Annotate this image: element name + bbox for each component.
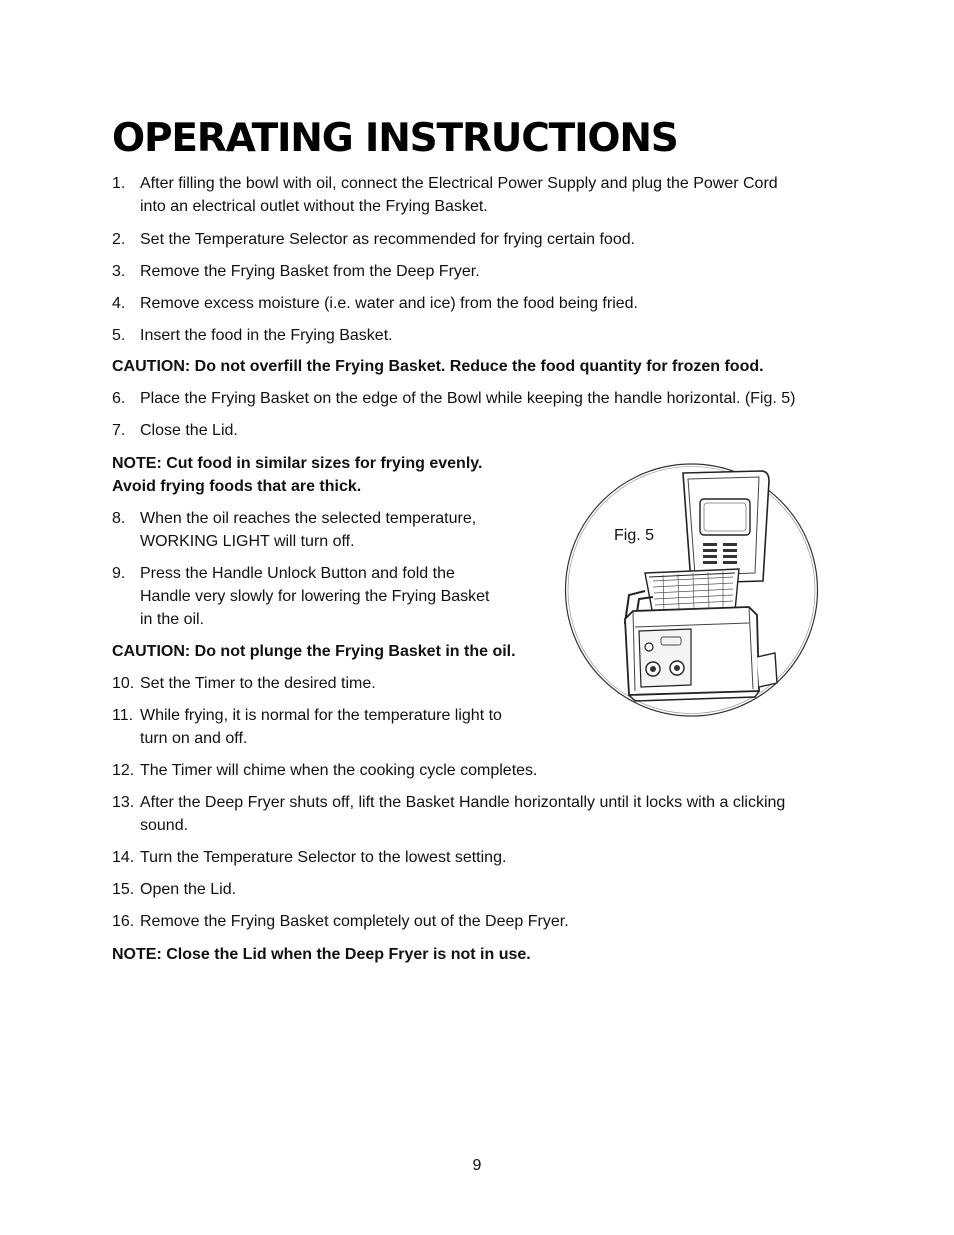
step-text: Open the Lid. xyxy=(140,881,237,898)
list-item xyxy=(112,562,489,631)
list-item xyxy=(112,910,785,933)
figure-label: Fig. 5 xyxy=(614,527,655,544)
step-number: 6. xyxy=(112,390,126,407)
note-line: Avoid frying foods that are thick. xyxy=(112,478,362,495)
step-number: 15. xyxy=(112,881,135,898)
step-text: in the oil. xyxy=(140,611,205,628)
note-line: NOTE: Cut food in similar sizes for frying evenly. xyxy=(112,455,483,472)
note-cut-food xyxy=(112,452,482,498)
step-text: After the Deep Fryer shuts off, lift the Basket Handle horizontally until it locks with a clicking xyxy=(140,794,786,811)
step-number: 4. xyxy=(112,295,126,312)
steps-group-2 xyxy=(112,387,796,442)
step-number: 8. xyxy=(112,510,126,527)
step-text: When the oil reaches the selected temperature, xyxy=(140,510,477,527)
step-number: 12. xyxy=(112,762,135,779)
list-item xyxy=(112,507,489,553)
step-text: into an electrical outlet without the Frying Basket. xyxy=(140,198,488,215)
step-number: 7. xyxy=(112,422,126,439)
list-item xyxy=(112,878,785,901)
deep-fryer-illustration-icon xyxy=(563,461,820,719)
step-text: After filling the bowl with oil, connect the Electrical Power Supply and plug the Power Cord xyxy=(140,175,778,192)
step-text: Remove the Frying Basket completely out of the Deep Fryer. xyxy=(140,913,569,930)
steps-group-3 xyxy=(112,507,489,631)
caution-overfill: CAUTION: Do not overfill the Frying Basket. Reduce the food quantity for frozen food. xyxy=(112,358,764,375)
step-number: 9. xyxy=(112,565,126,582)
step-number: 16. xyxy=(112,913,135,930)
list-item xyxy=(112,292,778,315)
page-title: OPERATING INSTRUCTIONS xyxy=(112,116,678,161)
step-text: Place the Frying Basket on the edge of the Bowl while keeping the handle horizontal. (Fig. 5) xyxy=(140,390,796,407)
caution-plunge: CAUTION: Do not plunge the Frying Basket in the oil. xyxy=(112,643,516,660)
list-item xyxy=(112,324,778,347)
list-item xyxy=(112,419,796,442)
step-text: The Timer will chime when the cooking cycle completes. xyxy=(140,762,538,779)
step-text: While frying, it is normal for the temperature light to xyxy=(140,707,502,724)
list-item xyxy=(112,172,778,218)
step-number: 3. xyxy=(112,263,126,280)
step-text: Insert the food in the Frying Basket. xyxy=(140,327,393,344)
note-close-lid: NOTE: Close the Lid when the Deep Fryer is not in use. xyxy=(112,946,531,963)
step-text: Set the Timer to the desired time. xyxy=(140,675,376,692)
page-number: 9 xyxy=(472,1157,482,1174)
step-text: Turn the Temperature Selector to the lowest setting. xyxy=(140,849,507,866)
step-text: Remove the Frying Basket from the Deep Fryer. xyxy=(140,263,480,280)
list-item xyxy=(112,387,796,410)
list-item xyxy=(112,791,785,837)
step-text: WORKING LIGHT will turn off. xyxy=(140,533,355,550)
step-number: 11. xyxy=(112,707,134,724)
list-item xyxy=(112,846,785,869)
step-number: 2. xyxy=(112,231,126,248)
step-number: 5. xyxy=(112,327,126,344)
list-item xyxy=(112,260,778,283)
step-text: Remove excess moisture (i.e. water and ice) from the food being fried. xyxy=(140,295,638,312)
step-text: Close the Lid. xyxy=(140,422,238,439)
step-number: 1. xyxy=(112,175,126,192)
step-number: 10. xyxy=(112,675,135,692)
step-text: Set the Temperature Selector as recommended for frying certain food. xyxy=(140,231,636,248)
step-text: Press the Handle Unlock Button and fold the xyxy=(140,565,455,582)
steps-group-1 xyxy=(112,172,778,347)
step-number: 14. xyxy=(112,849,135,866)
list-item xyxy=(112,759,785,782)
step-text: Handle very slowly for lowering the Frying Basket xyxy=(140,588,490,605)
step-text: turn on and off. xyxy=(140,730,248,747)
step-text: sound. xyxy=(140,817,189,834)
list-item xyxy=(112,228,778,251)
step-number: 13. xyxy=(112,794,135,811)
